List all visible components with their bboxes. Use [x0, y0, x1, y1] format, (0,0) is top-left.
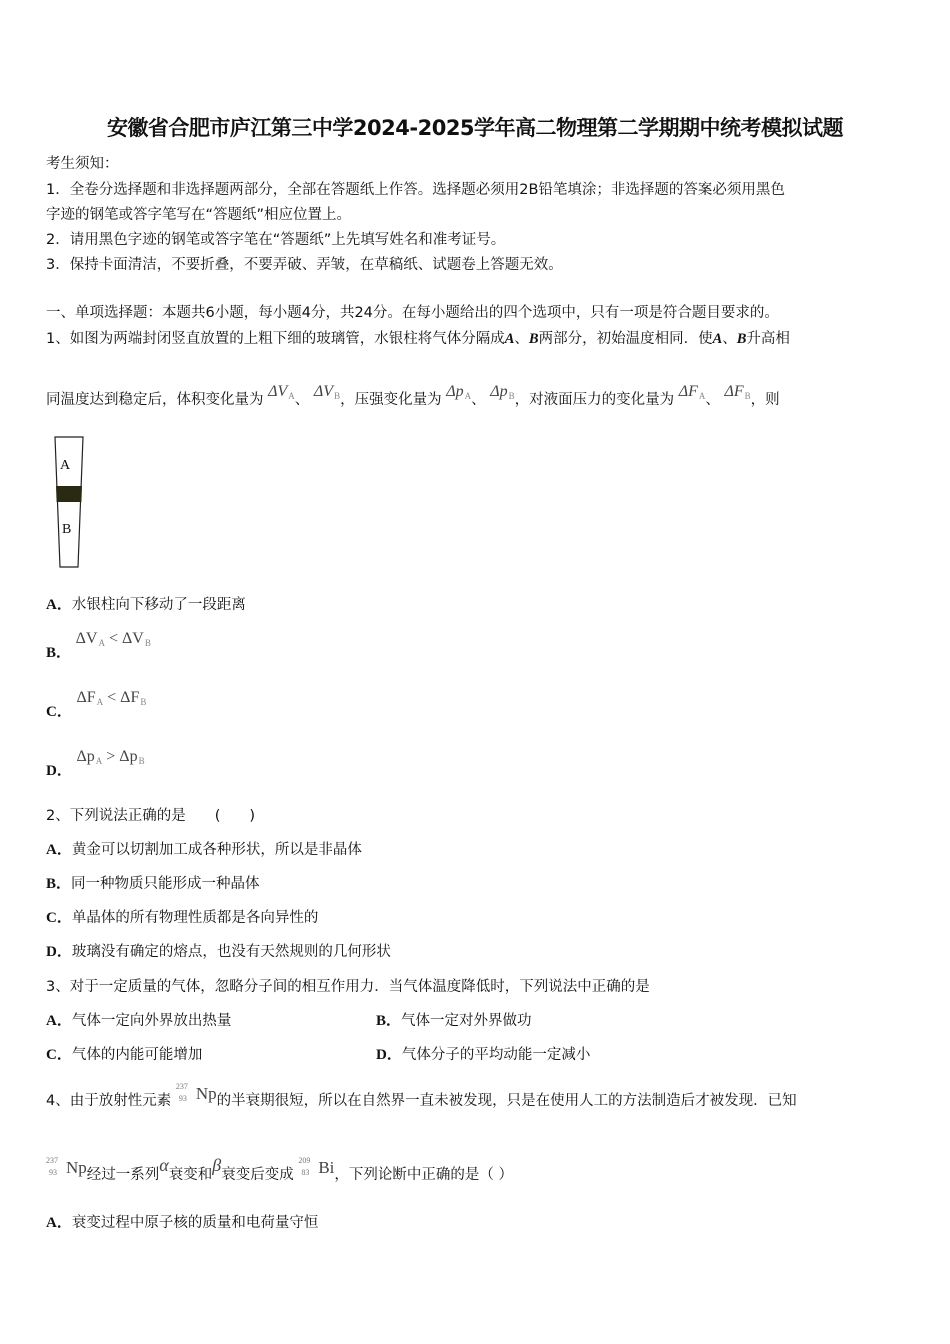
neptunium-nuclide: 237 93 Np: [46, 1156, 87, 1177]
question-3-stem: 3、对于一定质量的气体，忽略分子间的相互作用力．当气体温度降低时，下列说法中正确的是: [46, 979, 650, 995]
question-1-stem-line1: 1、如图为两端封闭竖直放置的上粗下细的玻璃管，水银柱将气体分隔成A、B两部分，初始温度相同．使A、B升高相: [46, 331, 790, 347]
delta-p-b: $\Delta p_B$: [490, 383, 515, 401]
delta-p-a: $\Delta p_A$: [446, 383, 472, 401]
delta-v-a: $\Delta V_A$: [268, 383, 295, 401]
page-title: 安徽省合肥市庐江第三中学2024-2025学年高二物理第二学期期中统考模拟试题: [106, 116, 844, 140]
question-1-stem-line2: 同温度达到稳定后，体积变化量为 $\Delta V_A$、 $\Delta V_B$，压强变化量为 $\Delta p_A$、 $\Delta p_B$，对液面压力的变化量为 $\Delta F_A$、 $\Delta F_B$，则: [46, 383, 780, 408]
question-2-stem: 2、下列说法正确的是 ( ): [46, 808, 256, 824]
q2-option-b[interactable]: B．同一种物质只能形成一种晶体: [46, 876, 260, 892]
label-b: B: [62, 522, 72, 537]
neptunium-nuclide: 237 93 Np: [175, 1082, 217, 1103]
question-4-stem-line1: 4、由于放射性元素 237 93 Np的半衰期很短，所以在自然界一直未被发现，只是在使用人工的方法制造后才被发现．已知: [46, 1082, 797, 1109]
delta-f-a: $\Delta F_A$: [678, 383, 706, 401]
delta-v-b: $\Delta V_B$: [313, 383, 341, 401]
notice-item: 1．全卷分选择题和非选择题两部分，全部在答题纸上作答。选择题必须用2B铅笔填涂；非选择题的答案必须用黑色: [46, 182, 785, 198]
section-heading: 一、单项选择题：本题共6小题，每小题4分，共24分。在每小题给出的四个选项中，只有一项是符合题目要求的。: [46, 305, 779, 321]
q1-option-c[interactable]: C． $\Delta F_A < \Delta F_B$: [46, 689, 147, 720]
q4-option-a[interactable]: A．衰变过程中原子核的质量和电荷量守恒: [46, 1215, 319, 1231]
bismuth-nuclide: 209 83 Bi: [298, 1156, 335, 1177]
q2-option-c[interactable]: C．单晶体的所有物理性质都是各向异性的: [46, 910, 319, 926]
q1-option-d[interactable]: D． $\Delta p_A > \Delta p_B$: [46, 748, 145, 779]
q3-option-b[interactable]: B．气体一定对外界做功: [376, 1013, 532, 1029]
notice-item: 3．保持卡面清洁，不要折叠，不要弄破、弄皱，在草稿纸、试题卷上答题无效。: [46, 257, 563, 273]
notice-item: 字迹的钢笔或答字笔写在“答题纸”相应位置上。: [46, 207, 352, 223]
q1-option-b[interactable]: B． $\Delta V_A < \Delta V_B$: [46, 630, 151, 661]
beta-symbol: β: [212, 1155, 222, 1175]
q3-option-d[interactable]: D．气体分子的平均动能一定减小: [376, 1047, 591, 1063]
label-a: A: [60, 458, 71, 473]
glass-tube-figure: [54, 436, 84, 568]
q2-option-d[interactable]: D．玻璃没有确定的熔点，也没有天然规则的几何形状: [46, 944, 391, 960]
notice-heading: 考生须知：: [46, 156, 119, 172]
q1-option-a[interactable]: A．水银柱向下移动了一段距离: [46, 597, 246, 613]
delta-f-b: $\Delta F_B$: [724, 383, 751, 401]
alpha-symbol: α: [159, 1155, 169, 1175]
q2-option-a[interactable]: A．黄金可以切割加工成各种形状，所以是非晶体: [46, 842, 362, 858]
q3-option-c[interactable]: C．气体的内能可能增加: [46, 1047, 203, 1063]
question-4-stem-line2: 237 93 Np经过一系列α衰变和β衰变后变成 209 83 Bi，下列论断中正确的是（ ）: [46, 1155, 513, 1183]
notice-item: 2．请用黑色字迹的钢笔或答字笔在“答题纸”上先填写姓名和准考证号。: [46, 232, 506, 248]
q3-option-a[interactable]: A．气体一定向外界放出热量: [46, 1013, 232, 1029]
